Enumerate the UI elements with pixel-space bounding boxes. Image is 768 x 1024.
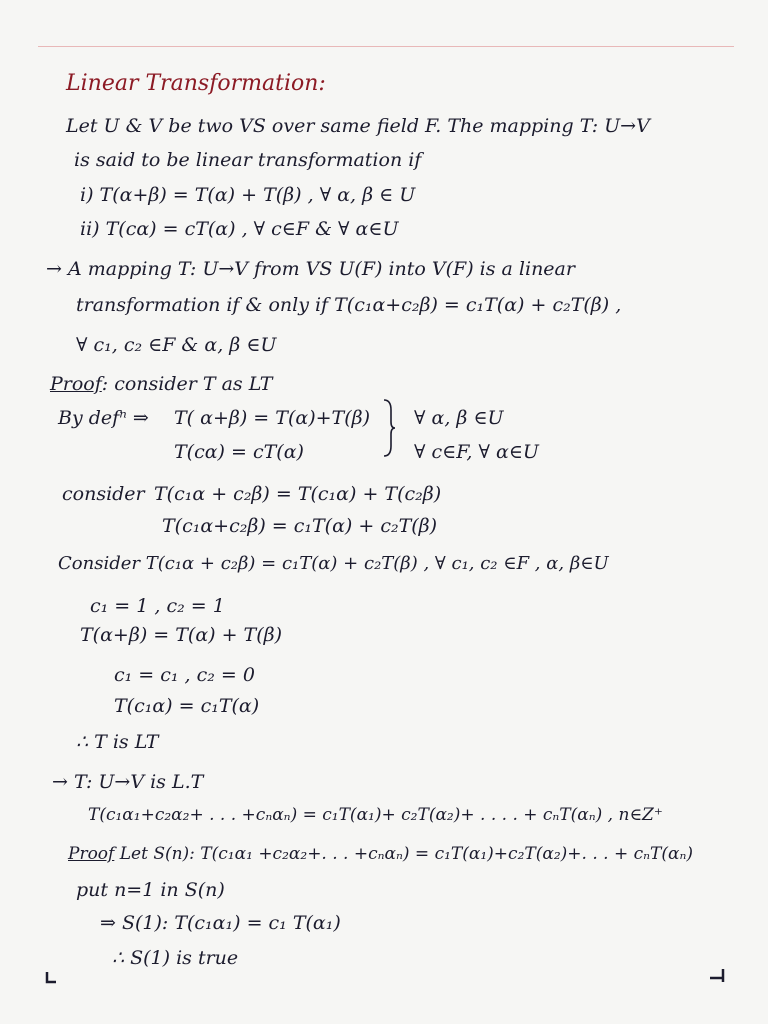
corner-mark-right-icon xyxy=(708,966,726,984)
consider-2: Consider T(c₁α + c₂β) = c₁T(α) + c₂T(β) , ∀ c₁, c₂ ∈F , α, β∈U xyxy=(58,553,609,574)
theorem-1-line-3: ∀ c₁, c₂ ∈F & α, β ∈U xyxy=(76,334,277,356)
proof-label: Proof xyxy=(50,373,102,395)
proof-2-line-1 xyxy=(68,842,693,866)
theorem-2-line-2: T(c₁α₁+c₂α₂+ . . . +cₙαₙ) = c₁T(α₁)+ c₂T(α₂)+ . . . . + cₙT(αₙ) , n∈Z⁺ xyxy=(88,805,663,825)
by-definition-cond-1: ∀ α, β ∈U xyxy=(414,407,504,429)
theorem-1-line-1: → A mapping T: U→V from VS U(F) into V(F) is a linear xyxy=(46,258,575,280)
proof-2-line-3: ⇒ S(1): T(c₁α₁) = c₁ T(α₁) xyxy=(100,912,341,934)
theorem-1-line-2: transformation if & only if T(c₁α+c₂β) = c₁T(α) + c₂T(β) , xyxy=(76,294,622,316)
by-definition-eq-1: T( α+β) = T(α)+T(β) xyxy=(174,407,371,429)
top-margin-line xyxy=(38,46,734,47)
case-2-equation: T(c₁α) = c₁T(α) xyxy=(114,695,260,717)
theorem-2-line-1: → T: U→V is L.T xyxy=(52,771,204,793)
proof-2-label: Proof xyxy=(68,844,115,864)
proof-intro: : consider T as LT xyxy=(101,373,273,395)
proof-1-heading xyxy=(50,372,272,396)
proof-2-line-2: put n=1 in S(n) xyxy=(76,879,225,901)
condition-2: ii) T(cα) = cT(α) , ∀ c∈F & ∀ α∈U xyxy=(80,218,399,240)
right-brace-icon xyxy=(382,398,396,458)
corner-mark-left-icon xyxy=(44,970,58,986)
condition-1: i) T(α+β) = T(α) + T(β) , ∀ α, β ∈ U xyxy=(80,184,416,206)
by-definition-eq-2: T(cα) = cT(α) xyxy=(174,441,304,463)
case-1-equation: T(α+β) = T(α) + T(β) xyxy=(80,624,283,646)
definition-line-2: is said to be linear transformation if xyxy=(74,149,422,171)
proof-2-statement: Let S(n): T(c₁α₁ +c₂α₂+. . . +cₙαₙ) = c₁T(α₁)+c₂T(α₂)+. . . + cₙT(αₙ) xyxy=(114,844,693,864)
proof-1-conclusion: ∴ T is LT xyxy=(76,731,159,753)
page-title: Linear Transformation: xyxy=(66,71,326,96)
consider-1-eq: T(c₁α + c₂β) = T(c₁α) + T(c₂β) xyxy=(154,483,442,505)
consider-1-eq-2: T(c₁α+c₂β) = c₁T(α) + c₂T(β) xyxy=(162,515,438,537)
by-definition-cond-2: ∀ c∈F, ∀ α∈U xyxy=(414,441,539,463)
case-2-values: c₁ = c₁ , c₂ = 0 xyxy=(114,664,255,686)
by-definition-label: By defⁿ ⇒ xyxy=(58,407,149,429)
case-1-values: c₁ = 1 , c₂ = 1 xyxy=(90,595,225,617)
definition-line-1: Let U & V be two VS over same field F. The mapping T: U→V xyxy=(66,115,650,137)
consider-1-label: consider xyxy=(62,483,145,505)
proof-2-line-4: ∴ S(1) is true xyxy=(112,947,239,969)
